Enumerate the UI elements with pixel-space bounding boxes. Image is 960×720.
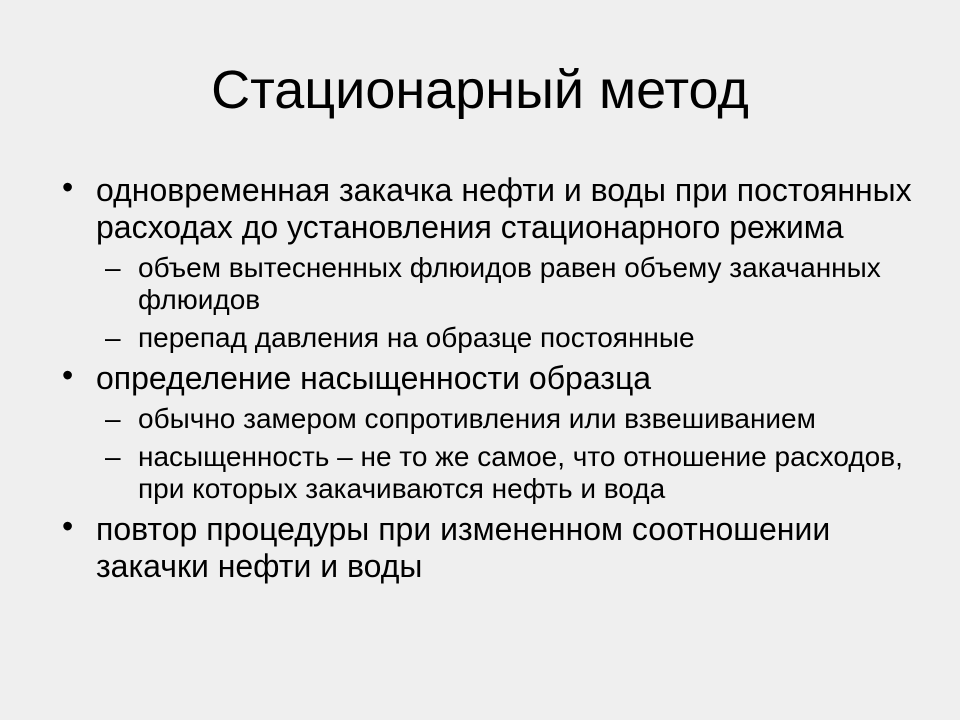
slide-title: Стационарный метод [211, 60, 749, 120]
sub-bullet-item [60, 252, 920, 316]
bullet-item [60, 508, 920, 585]
bullet-icon: • [62, 357, 74, 393]
bullet-icon: • [62, 169, 74, 205]
bullet-text: повтор процедуры при измененном соотношении закачки нефти и воды [96, 511, 831, 584]
sub-bullet-item [60, 322, 920, 354]
dash-icon: – [105, 441, 121, 472]
dash-icon: – [105, 322, 121, 353]
sub-bullet-text: обычно замером сопротивления или взвешиванием [138, 403, 816, 434]
dash-icon: – [105, 252, 121, 283]
sub-bullet-text: объем вытесненных флюидов равен объему закачанных флюидов [138, 252, 881, 315]
sub-bullet-item [60, 441, 920, 505]
bullet-item [60, 169, 920, 246]
bullet-text: определение насыщенности образца [96, 360, 652, 396]
sub-bullet-item [60, 403, 920, 435]
bullet-list [60, 169, 920, 591]
sub-bullet-text: перепад давления на образце постоянные [138, 322, 695, 353]
dash-icon: – [105, 403, 121, 434]
bullet-text: одновременная закачка нефти и воды при постоянных расходах до установления стационарного режима [96, 172, 912, 245]
bullet-item [60, 357, 920, 397]
sub-bullet-text: насыщенность – не то же самое, что отношение расходов, при которых закачиваются нефть и вода [138, 441, 903, 504]
bullet-icon: • [62, 508, 74, 544]
